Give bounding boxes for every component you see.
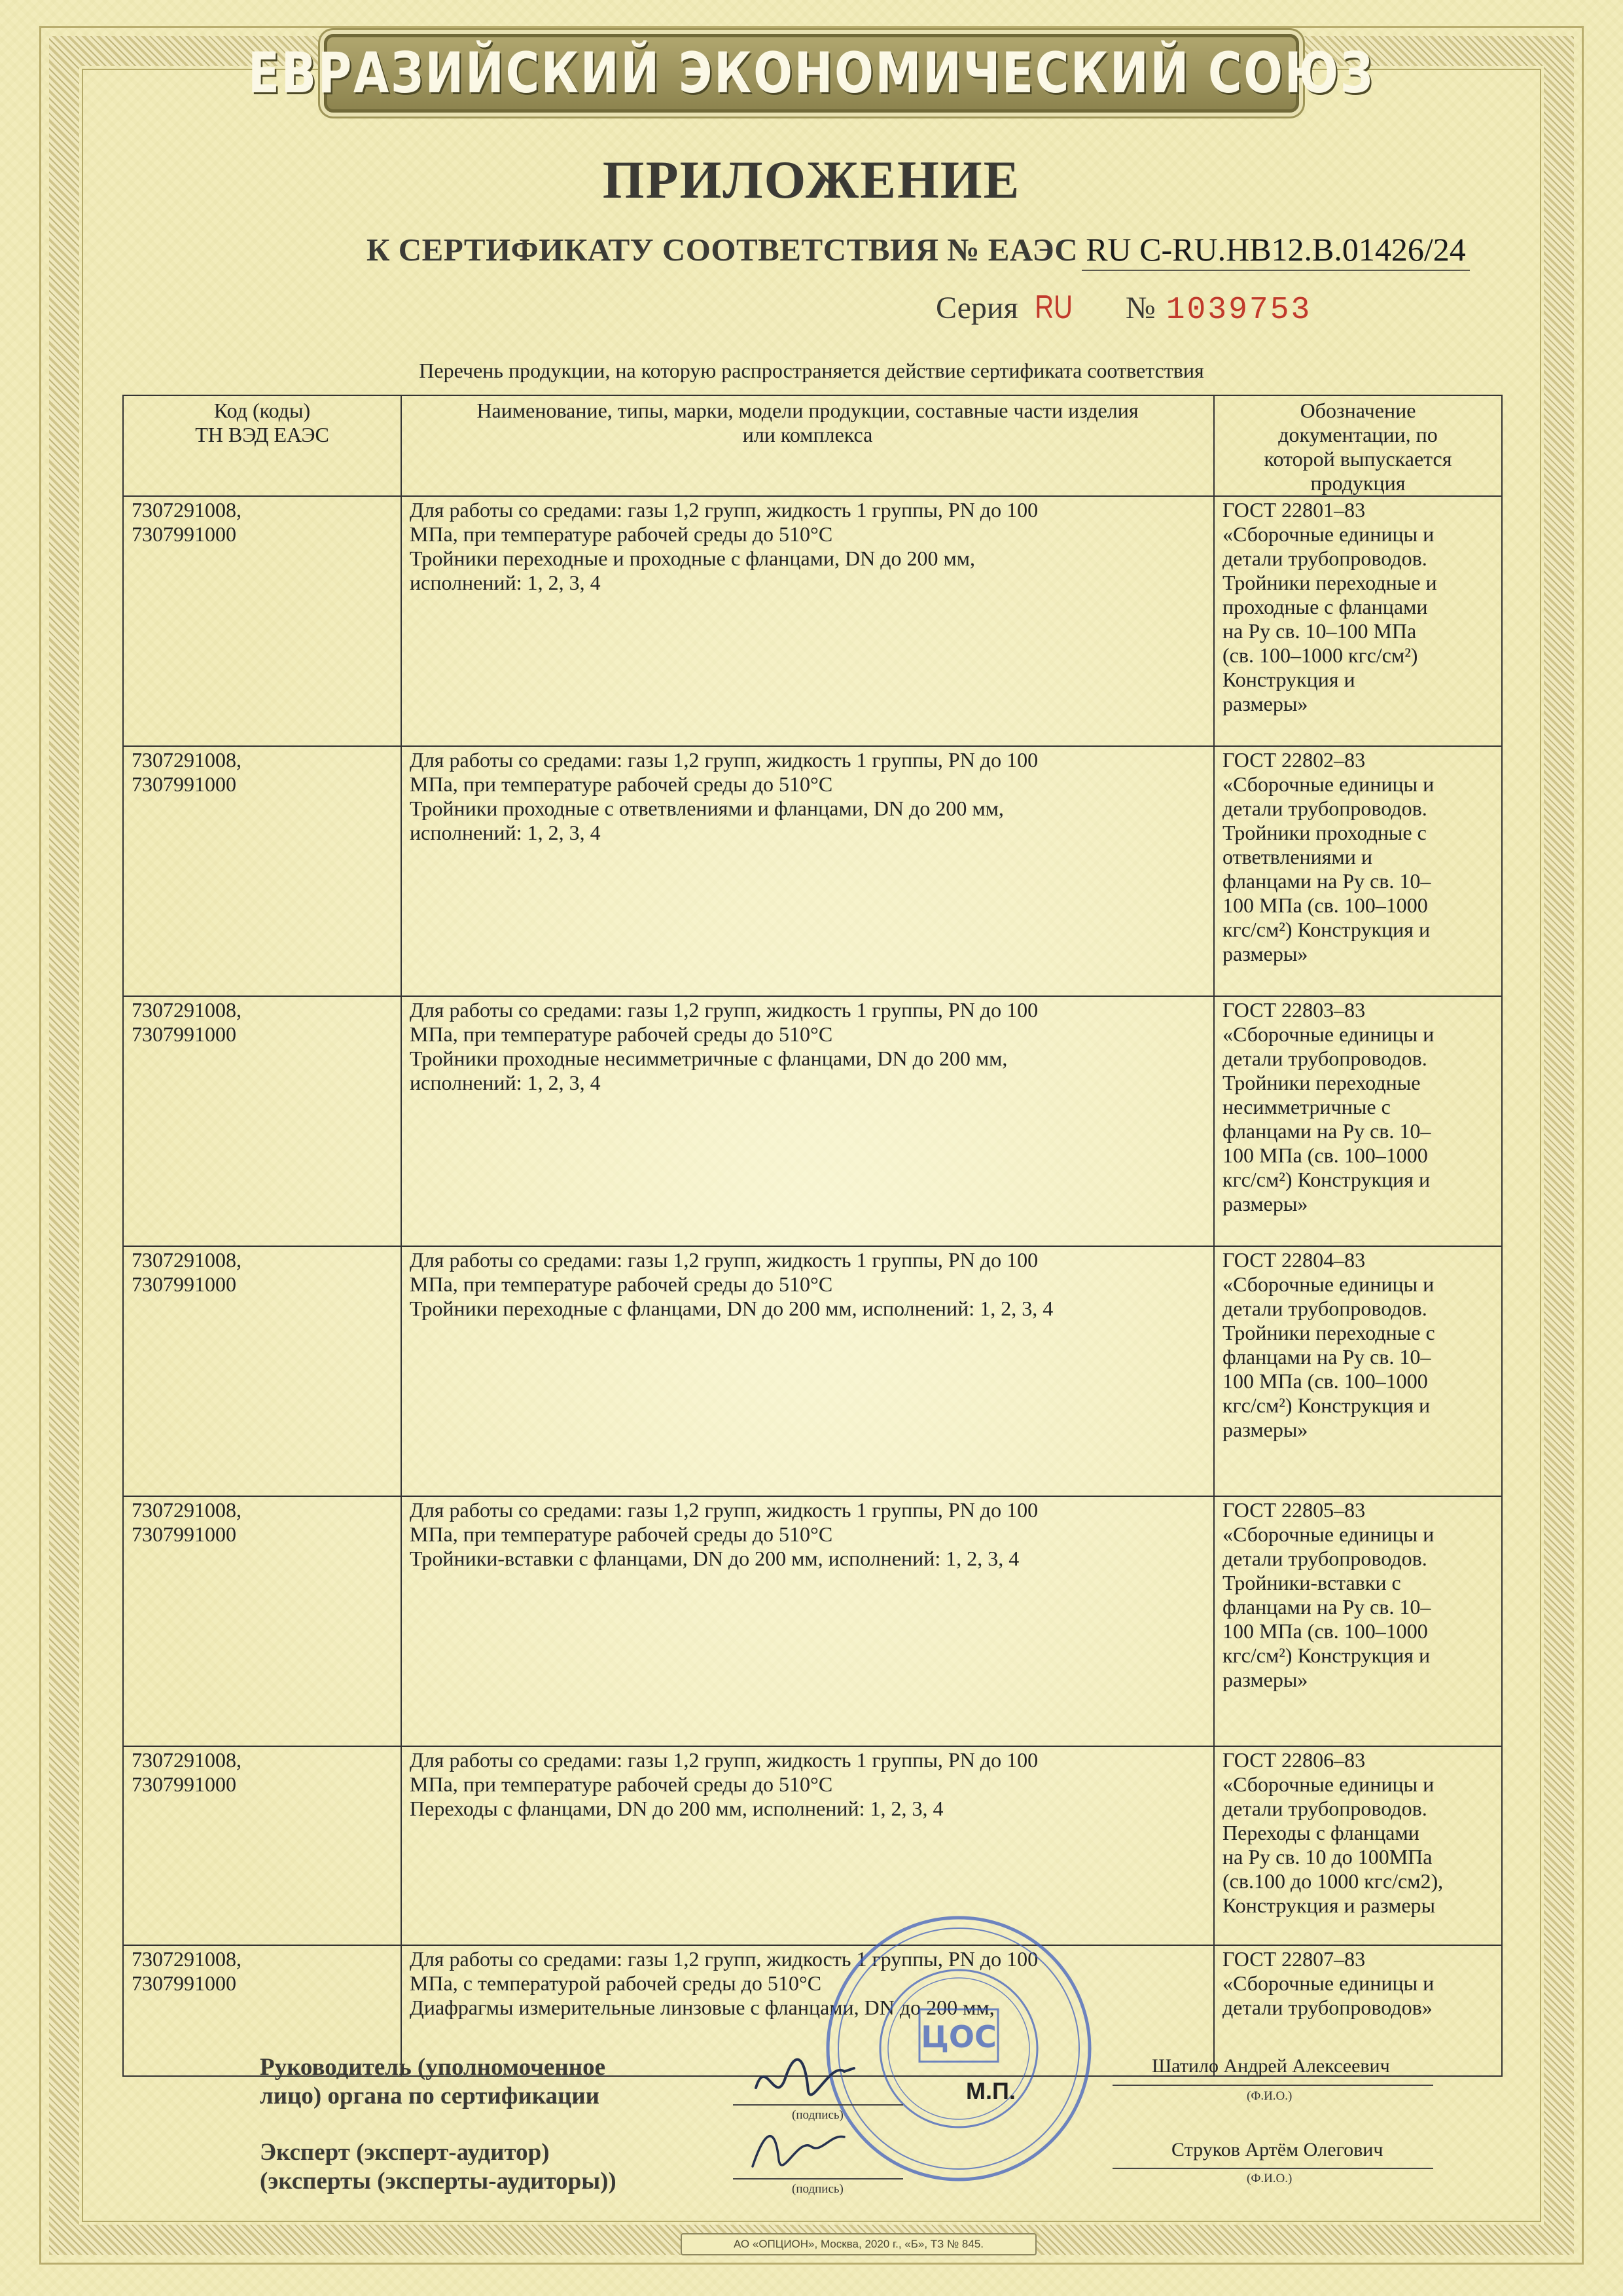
header-line: Код (коды) (213, 399, 311, 422)
head-label-line: лицо) органа по сертификации (260, 2083, 599, 2109)
cell-line: «Сборочные единицы и (1222, 1022, 1435, 1046)
cell-line: кгс/см²) Конструкция и (1222, 1393, 1431, 1417)
cell-line: размеры» (1222, 692, 1308, 715)
cell-line: МПа, при температуре рабочей среды до 510°С (410, 522, 833, 546)
cell-line: 7307291008, (132, 1748, 241, 1772)
cell-line: ГОСТ 22805–83 (1222, 1498, 1366, 1522)
cell-line: МПа, при температуре рабочей среды до 510°С (410, 1772, 833, 1796)
header-line: документации, по (1278, 423, 1438, 446)
cell-line: 7307291008, (132, 1248, 241, 1272)
head-label (260, 2053, 605, 2111)
cell-line: Для работы со средами: газы 1,2 групп, жидкость 1 группы, PN до 100 (410, 748, 1039, 772)
cell-code (123, 1246, 401, 1496)
cell-line: Тройники проходные с ответвлениями и фланцами, DN до 200 мм, (410, 797, 1004, 820)
cell-code (123, 746, 401, 996)
union-banner (248, 34, 1375, 113)
certificate-number: RU С-RU.НВ12.В.01426/24 (1082, 230, 1470, 271)
expert-signature-caption: (подпись) (792, 2182, 844, 2196)
cell-line: фланцами на Ру св. 10– (1222, 1345, 1431, 1369)
cell-line: Для работы со средами: газы 1,2 групп, жидкость 1 группы, PN до 100 (410, 1748, 1039, 1772)
blank-number-label: № (1125, 291, 1156, 325)
cell-line: кгс/см²) Конструкция и (1222, 1168, 1431, 1191)
cell-line: 7307291008, (132, 1947, 241, 1971)
cell-line: детали трубопроводов. (1222, 1297, 1427, 1320)
cell-line: исполнений: 1, 2, 3, 4 (410, 1071, 601, 1094)
cell-line: Для работы со средами: газы 1,2 групп, жидкость 1 группы, PN до 100 (410, 1498, 1039, 1522)
table-header-row (123, 395, 1502, 496)
cell-line: 7307291008, (132, 998, 241, 1022)
cell-line: детали трубопроводов. (1222, 1547, 1427, 1570)
cell-line: исполнений: 1, 2, 3, 4 (410, 571, 601, 594)
header-line: которой выпускается (1264, 447, 1452, 471)
table-row (123, 1496, 1502, 1746)
cell-code (123, 1496, 401, 1746)
head-name-caption: (Ф.И.О.) (1247, 2089, 1293, 2103)
cell-doc (1214, 1746, 1502, 1945)
certificate-label: К СЕРТИФИКАТУ СООТВЕТСТВИЯ № ЕАЭС (366, 232, 1079, 268)
cell-line: МПа, при температуре рабочей среды до 510°С (410, 1022, 833, 1046)
table-row (123, 1246, 1502, 1496)
cell-line: кгс/см²) Конструкция и (1222, 1643, 1431, 1667)
cell-line: МПа, при температуре рабочей среды до 510°С (410, 1272, 833, 1296)
cell-line: 100 МПа (св. 100–1000 (1222, 1369, 1428, 1393)
expert-name-line (1113, 2168, 1433, 2169)
cell-name (401, 746, 1214, 996)
cell-doc (1214, 996, 1502, 1246)
cell-line: фланцами на Ру св. 10– (1222, 1119, 1431, 1143)
cell-line: ГОСТ 22802–83 (1222, 748, 1366, 772)
cell-line: кгс/см²) Конструкция и (1222, 918, 1431, 941)
cell-line: «Сборочные единицы и (1222, 1971, 1435, 1995)
cell-line: 100 МПа (св. 100–1000 (1222, 893, 1428, 917)
cell-line: 7307991000 (132, 1522, 236, 1546)
cell-line: детали трубопроводов. (1222, 797, 1427, 820)
expert-name-caption: (Ф.И.О.) (1247, 2172, 1293, 2185)
header-line: ТН ВЭД ЕАЭС (195, 423, 329, 446)
cell-line: 100 МПа (св. 100–1000 (1222, 1143, 1428, 1167)
svg-text:ЦОС: ЦОС (921, 2019, 997, 2054)
table-row (123, 746, 1502, 996)
expert-name: Струков Артём Олегович (1171, 2139, 1383, 2161)
cell-code (123, 996, 401, 1246)
cell-line: 7307291008, (132, 498, 241, 522)
certificate-line (366, 230, 1544, 283)
table-row (123, 996, 1502, 1246)
expert-signature-line (733, 2178, 903, 2179)
cell-line: «Сборочные единицы и (1222, 1522, 1435, 1546)
cell-doc (1214, 1496, 1502, 1746)
head-name-line (1113, 2085, 1433, 2086)
cell-line: Тройники переходные и проходные с фланцами, DN до 200 мм, (410, 547, 976, 570)
cell-line: фланцами на Ру св. 10– (1222, 869, 1431, 893)
cell-line: 7307991000 (132, 522, 236, 546)
cell-line: на Ру св. 10–100 МПа (1222, 619, 1417, 643)
header-code (123, 395, 401, 496)
cell-doc (1214, 1246, 1502, 1496)
cell-line: ответвлениями и (1222, 845, 1372, 869)
cell-line: Конструкция и размеры (1222, 1893, 1436, 1917)
cell-line: ГОСТ 22806–83 (1222, 1748, 1366, 1772)
cell-line: Тройники переходные с фланцами, DN до 200 мм, исполнений: 1, 2, 3, 4 (410, 1297, 1054, 1320)
cell-line: МПа, с температурой рабочей среды до 510°С (410, 1971, 822, 1995)
cell-doc (1214, 496, 1502, 746)
cell-line: «Сборочные единицы и (1222, 1772, 1435, 1796)
cell-line: 7307991000 (132, 1772, 236, 1796)
header-line: или комплекса (742, 423, 873, 446)
cell-line: детали трубопроводов» (1222, 1996, 1433, 2019)
page-title: ПРИЛОЖЕНИЕ (602, 150, 1021, 209)
cell-name (401, 496, 1214, 746)
cell-name (401, 1496, 1214, 1746)
header-doc (1214, 395, 1502, 496)
cell-line: проходные с фланцами (1222, 595, 1428, 619)
series-value: RU (1034, 289, 1073, 325)
cell-line: 7307991000 (132, 772, 236, 796)
cell-line: Для работы со средами: газы 1,2 групп, жидкость 1 группы, PN до 100 (410, 1947, 1039, 1971)
cell-line: детали трубопроводов. (1222, 1047, 1427, 1070)
cell-name (401, 1746, 1214, 1945)
cell-line: ГОСТ 22803–83 (1222, 998, 1366, 1022)
cell-line: детали трубопроводов. (1222, 1797, 1427, 1820)
header-name (401, 395, 1214, 496)
cell-line: Тройники переходные и (1222, 571, 1437, 594)
cell-line: Для работы со средами: газы 1,2 групп, жидкость 1 группы, PN до 100 (410, 998, 1039, 1022)
header-line: продукция (1310, 471, 1406, 495)
head-label-line: Руководитель (уполномоченное (260, 2054, 606, 2081)
cell-line: 7307291008, (132, 1498, 241, 1522)
cell-line: Переходы с фланцами, DN до 200 мм, исполнений: 1, 2, 3, 4 (410, 1797, 944, 1820)
seal-place-mark: М.П. (966, 2077, 1016, 2104)
cell-line: «Сборочные единицы и (1222, 772, 1435, 796)
cell-line: размеры» (1222, 1668, 1308, 1691)
cell-line: размеры» (1222, 942, 1308, 965)
cell-line: Тройники переходные с (1222, 1321, 1435, 1344)
cell-line: (св.100 до 1000 кгс/см2), (1222, 1869, 1444, 1893)
expert-label-line: (эксперты (эксперты-аудиторы)) (260, 2168, 616, 2195)
head-name: Шатило Андрей Алексеевич (1152, 2055, 1390, 2077)
cell-line: Тройники переходные (1222, 1071, 1421, 1094)
cell-line: детали трубопроводов. (1222, 547, 1427, 570)
cell-line: ГОСТ 22801–83 (1222, 498, 1366, 522)
cell-line: 7307991000 (132, 1022, 236, 1046)
cell-line: несимметричные с (1222, 1095, 1391, 1119)
cell-line: «Сборочные единицы и (1222, 522, 1435, 546)
cell-line: МПа, при температуре рабочей среды до 510°С (410, 1522, 833, 1546)
cell-name (401, 1246, 1214, 1496)
cell-line: Для работы со средами: газы 1,2 групп, жидкость 1 группы, PN до 100 (410, 1248, 1039, 1272)
cell-line: на Ру св. 10 до 100МПа (1222, 1845, 1433, 1869)
blank-number-value: 1039753 (1166, 293, 1312, 328)
cell-code (123, 496, 401, 746)
cell-line: 7307991000 (132, 1971, 236, 1995)
cell-line: Тройники проходные несимметричные с фланцами, DN до 200 мм, (410, 1047, 1008, 1070)
cell-line: Диафрагмы измерительные линзовые с фланцами, DN до 200 мм, (410, 1996, 995, 2019)
printer-imprint: АО «ОПЦИОН», Москва, 2020 г., «Б», ТЗ № 845. (681, 2233, 1037, 2255)
union-banner-text: ЕВРАЗИЙСКИЙ ЭКОНОМИЧЕСКИЙ СОЮЗ (248, 41, 1375, 106)
cell-line: 100 МПа (св. 100–1000 (1222, 1619, 1428, 1643)
cell-line: Тройники проходные с (1222, 821, 1427, 844)
cell-line: Для работы со средами: газы 1,2 групп, жидкость 1 группы, PN до 100 (410, 498, 1039, 522)
table-row (123, 496, 1502, 746)
product-list-caption: Перечень продукции, на которую распространяется действие сертификата соответствия (419, 359, 1204, 382)
cell-line: (св. 100–1000 кгс/см²) (1222, 643, 1418, 667)
cell-code (123, 1746, 401, 1945)
cell-line: размеры» (1222, 1192, 1308, 1215)
cell-line: фланцами на Ру св. 10– (1222, 1595, 1431, 1619)
cell-line: 7307291008, (132, 748, 241, 772)
cell-line: ГОСТ 22807–83 (1222, 1947, 1366, 1971)
table-row (123, 1746, 1502, 1945)
cell-line: МПа, при температуре рабочей среды до 510°С (410, 772, 833, 796)
series-line (936, 288, 1311, 328)
cell-doc (1214, 746, 1502, 996)
series-label: Серия (936, 291, 1018, 325)
cell-line: Тройники-вставки с (1222, 1571, 1401, 1594)
expert-label (260, 2138, 616, 2196)
head-signature-caption: (подпись) (792, 2108, 844, 2122)
expert-label-line: Эксперт (эксперт-аудитор) (260, 2139, 550, 2166)
cell-line: Переходы с фланцами (1222, 1821, 1419, 1844)
header-line: Наименование, типы, марки, модели продукции, составные части изделия (476, 399, 1139, 422)
cell-line: размеры» (1222, 1418, 1308, 1441)
header-line: Обозначение (1300, 399, 1416, 422)
head-signature-line (733, 2104, 903, 2106)
cell-line: исполнений: 1, 2, 3, 4 (410, 821, 601, 844)
cell-line: ГОСТ 22804–83 (1222, 1248, 1366, 1272)
cell-line: «Сборочные единицы и (1222, 1272, 1435, 1296)
cell-name (401, 996, 1214, 1246)
product-table (122, 395, 1503, 2077)
cell-line: Конструкция и (1222, 668, 1355, 691)
cell-line: Тройники-вставки с фланцами, DN до 200 мм, исполнений: 1, 2, 3, 4 (410, 1547, 1020, 1570)
cell-line: 7307991000 (132, 1272, 236, 1296)
